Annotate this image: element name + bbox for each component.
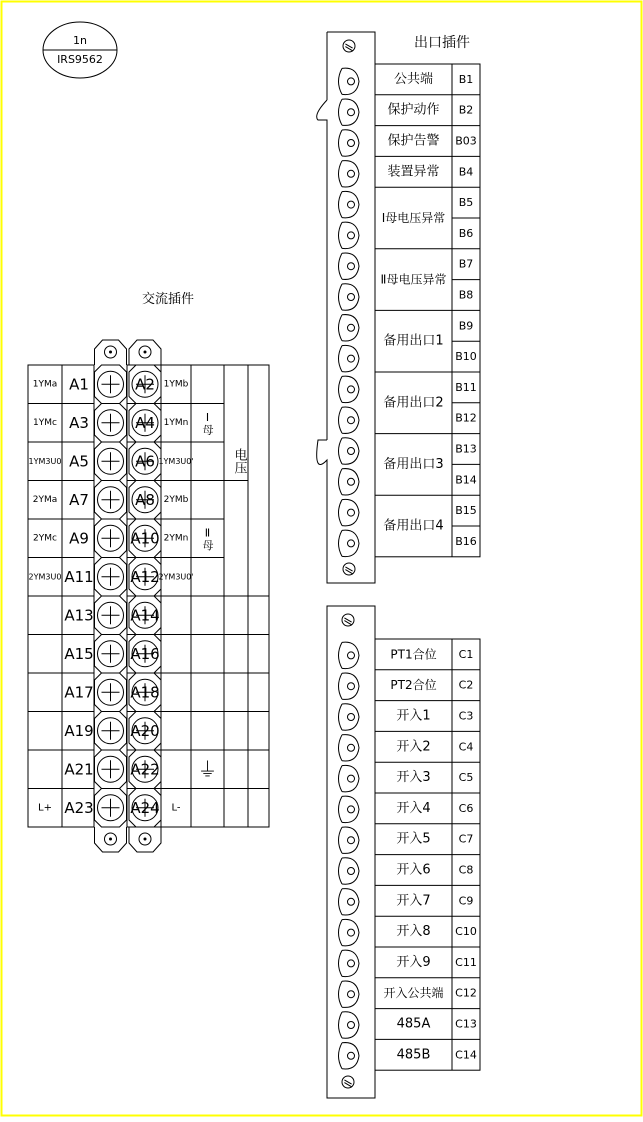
socket-curve bbox=[342, 499, 359, 525]
output-pin-label: B8 bbox=[458, 288, 474, 302]
socket-curve bbox=[339, 161, 343, 187]
socket-curve bbox=[339, 68, 343, 94]
socket-hole bbox=[348, 1022, 355, 1029]
output-signal-label: Ⅱ母电压异常 bbox=[380, 272, 447, 287]
ac-right-pin-label: A24 bbox=[130, 798, 160, 817]
socket-curve bbox=[339, 500, 343, 526]
page-border bbox=[2, 2, 642, 1116]
input-pin-label: C12 bbox=[455, 986, 477, 1000]
socket-curve bbox=[342, 981, 359, 1007]
socket-curve bbox=[339, 407, 343, 433]
socket-curve bbox=[339, 99, 343, 125]
socket-curve bbox=[339, 673, 343, 699]
socket-curve bbox=[339, 1012, 343, 1038]
socket-curve bbox=[342, 858, 359, 884]
ac-right-top-tab bbox=[129, 340, 161, 365]
input-pin-label: C14 bbox=[455, 1048, 477, 1062]
ac-left-signal-label: 2YMa bbox=[32, 494, 58, 505]
socket-hole bbox=[348, 714, 355, 721]
output-pin-socket-icon bbox=[339, 222, 360, 248]
ac-left-pin-label: A15 bbox=[64, 644, 94, 663]
socket-hole bbox=[348, 509, 355, 516]
ac-right-pin-label: A20 bbox=[130, 721, 160, 740]
output-pin-socket-icon bbox=[339, 68, 360, 94]
input-pin-label: C2 bbox=[458, 678, 474, 692]
ac-terminal-icon bbox=[95, 519, 127, 558]
ac-left-signal-label: 1YM3U0 bbox=[28, 456, 62, 466]
ac-plugin-title: 交流插件 bbox=[141, 292, 195, 307]
socket-curve bbox=[339, 766, 343, 792]
ac-right-pin-label: A22 bbox=[130, 760, 160, 779]
output-pin-socket-icon bbox=[339, 499, 360, 525]
ac-left-signal-label: 2YMc bbox=[33, 533, 57, 544]
socket-hole bbox=[348, 837, 355, 844]
ac-right-pin-label: A8 bbox=[135, 490, 155, 509]
ac-terminal-icon bbox=[95, 596, 127, 635]
ac-right-signal-label: 1YMb bbox=[163, 379, 189, 390]
ac-terminal-icon bbox=[95, 673, 127, 712]
socket-curve bbox=[339, 192, 343, 218]
ac-right-pin-label: A4 bbox=[135, 413, 155, 432]
screw-dot bbox=[109, 838, 112, 841]
output-signal-label: 备用出口1 bbox=[383, 333, 444, 349]
socket-curve bbox=[339, 284, 343, 310]
socket-hole bbox=[348, 806, 355, 813]
socket-hole bbox=[348, 417, 355, 424]
socket-curve bbox=[342, 673, 359, 699]
input-signal-label: 开入4 bbox=[396, 800, 431, 816]
output-pin-socket-icon bbox=[339, 99, 360, 125]
ac-right-signal-label: 2YMn bbox=[163, 533, 189, 544]
input-pin-socket-icon bbox=[339, 704, 360, 730]
input-pin-label: C10 bbox=[455, 925, 477, 939]
output-pin-label: B1 bbox=[458, 72, 474, 86]
socket-curve bbox=[342, 191, 359, 217]
socket-curve bbox=[339, 253, 343, 279]
output-pin-socket-icon bbox=[339, 345, 360, 371]
screw-icon bbox=[342, 614, 354, 626]
output-pin-socket-icon bbox=[339, 376, 360, 402]
input-signal-label: PT2合位 bbox=[390, 678, 437, 693]
output-signal-label: 保护动作 bbox=[387, 102, 440, 118]
socket-hole bbox=[348, 78, 355, 85]
socket-curve bbox=[339, 704, 343, 730]
screw-icon bbox=[343, 40, 355, 52]
socket-curve bbox=[339, 315, 343, 341]
socket-hole bbox=[348, 991, 355, 998]
input-pin-label: C13 bbox=[455, 1017, 477, 1031]
output-plugin-table bbox=[317, 32, 480, 583]
socket-curve bbox=[342, 1012, 359, 1038]
socket-curve bbox=[342, 161, 359, 187]
output-plugin-title: 出口插件 bbox=[414, 35, 470, 51]
socket-hole bbox=[348, 1052, 355, 1059]
output-pin-label: B7 bbox=[458, 257, 474, 271]
socket-curve bbox=[342, 469, 359, 495]
input-pin-socket-icon bbox=[339, 950, 360, 976]
input-pin-label: C6 bbox=[458, 801, 474, 815]
socket-curve bbox=[339, 438, 343, 464]
socket-curve bbox=[339, 130, 343, 156]
socket-curve bbox=[339, 889, 343, 915]
input-pin-label: C3 bbox=[458, 709, 474, 723]
output-pin-label: B4 bbox=[458, 165, 474, 179]
ac-left-pin-label: A1 bbox=[69, 375, 89, 394]
input-signal-label: 开入1 bbox=[396, 708, 431, 724]
socket-curve bbox=[342, 407, 359, 433]
output-pin-socket-icon bbox=[339, 315, 360, 341]
socket-curve bbox=[342, 99, 359, 125]
output-signal-label: 备用出口2 bbox=[383, 395, 444, 411]
ac-right-signal-label: 2YM3U0' bbox=[158, 572, 194, 582]
socket-curve bbox=[339, 827, 343, 853]
socket-curve bbox=[342, 438, 359, 464]
socket-hole bbox=[348, 294, 355, 301]
output-pin-socket-icon bbox=[339, 407, 360, 433]
ac-left-signal-label: 1YMa bbox=[32, 379, 58, 390]
device-slot: 1n bbox=[73, 34, 87, 47]
socket-hole bbox=[348, 478, 355, 485]
socket-curve bbox=[339, 530, 343, 556]
input-pin-label: C1 bbox=[458, 647, 474, 661]
socket-hole bbox=[348, 324, 355, 331]
ac-right-pin-label: A2 bbox=[135, 375, 155, 394]
socket-curve bbox=[339, 950, 343, 976]
screw-icon bbox=[342, 1076, 354, 1088]
output-pin-label: B14 bbox=[455, 473, 477, 487]
input-plugin-table bbox=[327, 606, 480, 1098]
socket-hole bbox=[348, 386, 355, 393]
socket-hole bbox=[348, 960, 355, 967]
input-pin-socket-icon bbox=[339, 765, 360, 791]
socket-curve bbox=[342, 68, 359, 94]
output-pin-socket-icon bbox=[339, 469, 360, 495]
input-signal-label: 开入3 bbox=[396, 770, 431, 786]
ac-terminal-icon bbox=[95, 750, 127, 789]
socket-curve bbox=[339, 346, 343, 372]
input-signal-label: 开入5 bbox=[396, 831, 431, 847]
screw-dot bbox=[144, 351, 147, 354]
socket-curve bbox=[342, 765, 359, 791]
ac-left-bottom-tab bbox=[95, 827, 127, 852]
input-pin-socket-icon bbox=[339, 919, 360, 945]
socket-hole bbox=[348, 929, 355, 936]
input-pin-socket-icon bbox=[339, 981, 360, 1007]
socket-curve bbox=[342, 253, 359, 279]
ac-terminal-icon bbox=[95, 789, 127, 828]
ac-left-pin-label: A11 bbox=[64, 567, 94, 586]
output-pin-label: B2 bbox=[458, 103, 474, 117]
ac-left-pin-label: A13 bbox=[64, 606, 94, 625]
socket-hole bbox=[348, 868, 355, 875]
socket-curve bbox=[339, 920, 343, 946]
output-pin-label: B9 bbox=[458, 319, 474, 333]
socket-curve bbox=[342, 222, 359, 248]
socket-curve bbox=[342, 284, 359, 310]
socket-curve bbox=[342, 530, 359, 556]
ac-left-pin-label: A7 bbox=[69, 490, 89, 509]
ac-right-signal-label: L- bbox=[171, 802, 181, 814]
ac-right-pin-label: A6 bbox=[135, 452, 155, 471]
voltage-label: 电压 bbox=[231, 448, 247, 475]
output-pin-socket-icon bbox=[339, 253, 360, 279]
output-pin-socket-icon bbox=[339, 191, 360, 217]
output-pin-label: B11 bbox=[455, 380, 477, 394]
socket-curve bbox=[342, 345, 359, 371]
output-pin-socket-icon bbox=[339, 284, 360, 310]
input-pin-socket-icon bbox=[339, 673, 360, 699]
socket-hole bbox=[348, 683, 355, 690]
input-pin-socket-icon bbox=[339, 858, 360, 884]
ac-right-signal-label: 2YMb bbox=[163, 494, 189, 505]
input-pin-socket-icon bbox=[339, 889, 360, 915]
input-signal-label: 485A bbox=[396, 1016, 431, 1032]
socket-curve bbox=[339, 222, 343, 248]
ac-left-pin-label: A17 bbox=[64, 683, 94, 702]
ac-left-top-tab bbox=[95, 340, 127, 365]
input-pin-label: C5 bbox=[458, 771, 474, 785]
socket-curve bbox=[339, 642, 343, 668]
socket-curve bbox=[339, 796, 343, 822]
socket-hole bbox=[348, 898, 355, 905]
ac-plugin-table bbox=[28, 340, 269, 852]
ground-icon: ⏚ bbox=[197, 757, 218, 782]
input-pin-label: C8 bbox=[458, 863, 474, 877]
ac-right-pin-label: A14 bbox=[130, 606, 160, 625]
socket-curve bbox=[339, 858, 343, 884]
ac-terminal-icon bbox=[95, 712, 127, 751]
input-signal-label: 开入6 bbox=[396, 862, 431, 878]
input-pin-label: C11 bbox=[455, 955, 477, 969]
input-signal-label: 开入9 bbox=[396, 954, 431, 970]
output-pin-label: B16 bbox=[455, 534, 477, 548]
output-signal-label: Ⅰ母电压异常 bbox=[381, 211, 446, 225]
input-signal-label: 485B bbox=[396, 1047, 431, 1063]
bus2-label: Ⅱ母 bbox=[201, 526, 214, 551]
ac-terminal-icon bbox=[95, 635, 127, 674]
input-signal-label: PT1合位 bbox=[390, 647, 437, 662]
input-signal-label: 开入8 bbox=[396, 924, 431, 940]
socket-hole bbox=[348, 140, 355, 147]
socket-curve bbox=[342, 919, 359, 945]
socket-curve bbox=[339, 735, 343, 761]
socket-hole bbox=[348, 540, 355, 547]
ac-terminal-icon bbox=[95, 558, 127, 597]
socket-curve bbox=[342, 796, 359, 822]
ac-right-signal-label: 1YM3U0' bbox=[158, 456, 194, 466]
output-pin-socket-icon bbox=[339, 130, 360, 156]
socket-curve bbox=[342, 735, 359, 761]
socket-curve bbox=[339, 376, 343, 402]
screw-dot bbox=[144, 838, 147, 841]
socket-curve bbox=[339, 1043, 343, 1069]
ac-left-pin-label: A9 bbox=[69, 529, 89, 548]
output-pin-label: B12 bbox=[455, 411, 477, 425]
ac-terminal-icon bbox=[95, 365, 127, 404]
output-pin-label: B10 bbox=[455, 350, 477, 364]
socket-curve bbox=[342, 130, 359, 156]
output-signal-label: 保护告警 bbox=[387, 133, 440, 149]
output-signal-label: 公共端 bbox=[393, 71, 434, 87]
ac-left-signal-label: 1YMc bbox=[33, 417, 57, 428]
input-signal-label: 开入2 bbox=[396, 739, 431, 755]
socket-hole bbox=[348, 448, 355, 455]
input-pin-label: C4 bbox=[458, 740, 474, 754]
output-pin-socket-icon bbox=[339, 530, 360, 556]
socket-hole bbox=[348, 109, 355, 116]
socket-curve bbox=[342, 950, 359, 976]
input-pin-socket-icon bbox=[339, 735, 360, 761]
socket-curve bbox=[342, 642, 359, 668]
input-pin-socket-icon bbox=[339, 1043, 360, 1069]
screw-dot bbox=[109, 351, 112, 354]
output-signal-label: 备用出口4 bbox=[383, 518, 444, 534]
socket-curve bbox=[342, 376, 359, 402]
ac-left-pin-label: A21 bbox=[64, 760, 94, 779]
socket-hole bbox=[348, 232, 355, 239]
output-pin-label: B13 bbox=[455, 442, 477, 456]
ac-left-signal-label: 2YM3U0 bbox=[28, 572, 62, 582]
ac-left-pin-label: A3 bbox=[69, 413, 89, 432]
ac-terminal-icon bbox=[95, 442, 127, 481]
output-pin-label: B6 bbox=[458, 226, 474, 240]
device-badge bbox=[43, 22, 117, 78]
input-pin-socket-icon bbox=[339, 796, 360, 822]
ac-right-pin-label: A12 bbox=[130, 567, 160, 586]
input-pin-socket-icon bbox=[339, 1012, 360, 1038]
input-pin-label: C9 bbox=[458, 894, 474, 908]
ac-right-pin-label: A10 bbox=[130, 529, 160, 548]
socket-curve bbox=[342, 1043, 359, 1069]
input-signal-label: 开入公共端 bbox=[383, 986, 444, 1001]
input-pin-socket-icon bbox=[339, 827, 360, 853]
screw-icon bbox=[343, 563, 355, 575]
ac-terminal-icon bbox=[95, 404, 127, 443]
input-pin-label: C7 bbox=[458, 832, 474, 846]
input-signal-label: 开入7 bbox=[396, 893, 431, 909]
socket-hole bbox=[348, 652, 355, 659]
socket-curve bbox=[342, 889, 359, 915]
output-pin-label: B15 bbox=[455, 504, 477, 518]
socket-curve bbox=[342, 827, 359, 853]
output-pin-socket-icon bbox=[339, 161, 360, 187]
ac-left-pin-label: A5 bbox=[69, 452, 89, 471]
socket-hole bbox=[348, 263, 355, 270]
device-model: IRS9562 bbox=[57, 53, 103, 66]
output-pin-label: B03 bbox=[455, 134, 477, 148]
ac-right-pin-label: A18 bbox=[130, 683, 160, 702]
socket-curve bbox=[339, 469, 343, 495]
output-signal-label: 装置异常 bbox=[387, 164, 440, 180]
input-pin-socket-icon bbox=[339, 642, 360, 668]
socket-hole bbox=[348, 170, 355, 177]
output-strip-frame bbox=[317, 32, 375, 583]
bus1-label: Ⅰ母 bbox=[201, 410, 214, 435]
ac-left-pin-label: A23 bbox=[64, 798, 94, 817]
ac-right-pin-label: A16 bbox=[130, 644, 160, 663]
ac-right-signal-label: 1YMn bbox=[163, 417, 189, 428]
ac-left-signal-label: L+ bbox=[38, 802, 52, 814]
output-signal-label: 备用出口3 bbox=[383, 456, 444, 472]
ac-left-pin-label: A19 bbox=[64, 721, 94, 740]
ac-right-bottom-tab bbox=[129, 827, 161, 852]
output-pin-label: B5 bbox=[458, 196, 474, 210]
output-pin-socket-icon bbox=[339, 438, 360, 464]
socket-curve bbox=[339, 981, 343, 1007]
socket-hole bbox=[348, 201, 355, 208]
socket-hole bbox=[348, 744, 355, 751]
socket-hole bbox=[348, 355, 355, 362]
socket-curve bbox=[342, 315, 359, 341]
ac-terminal-icon bbox=[95, 481, 127, 520]
socket-curve bbox=[342, 704, 359, 730]
socket-hole bbox=[348, 775, 355, 782]
